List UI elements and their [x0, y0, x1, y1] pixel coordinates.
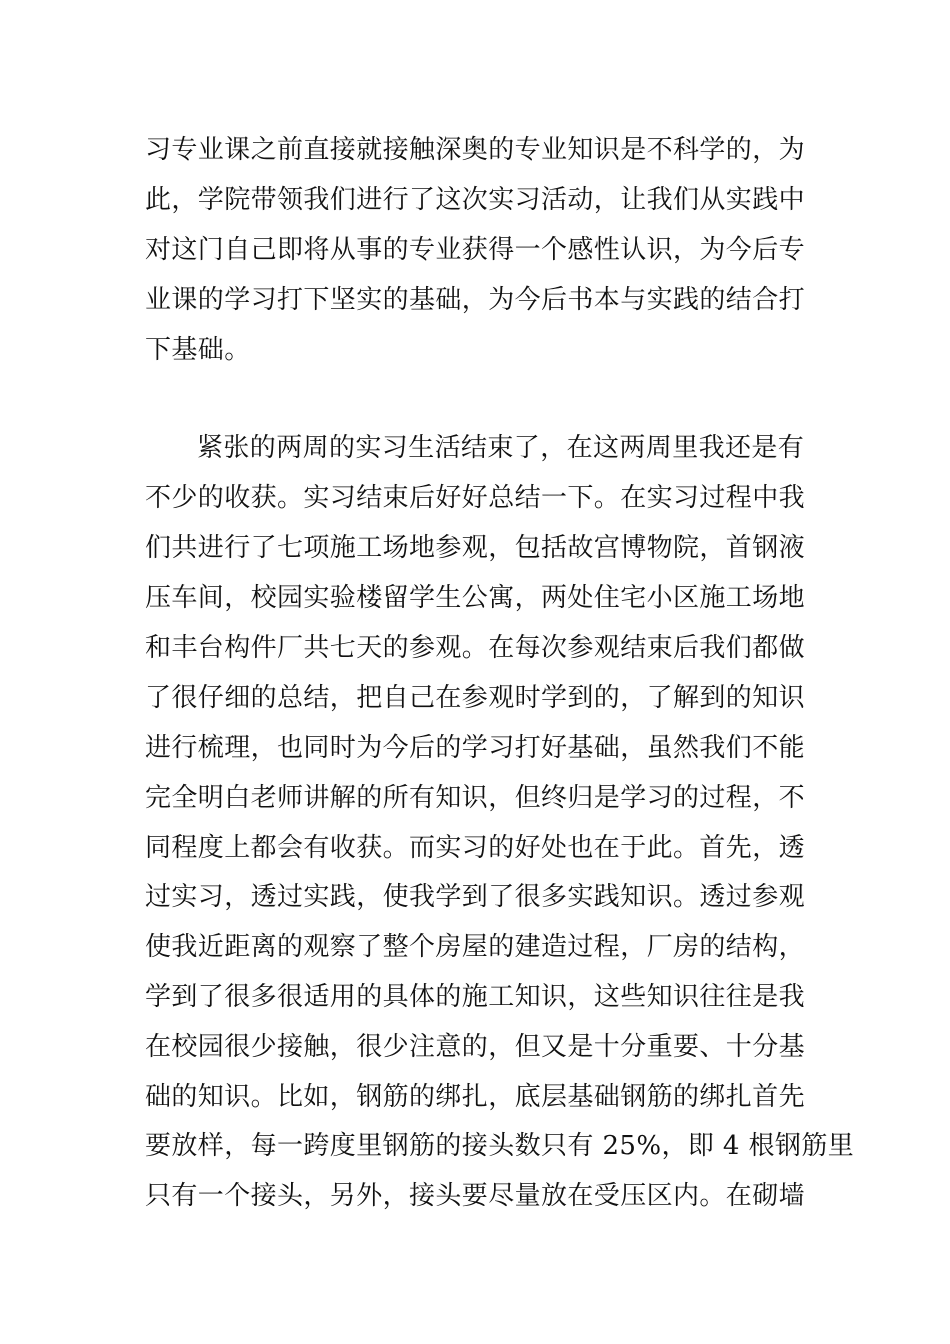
text-line: 紧张的两周的实习生活结束了，在这两周里我还是有 [197, 433, 805, 463]
text-line: 过实习，透过实践，使我学到了很多实践知识。透过参观 [145, 882, 806, 912]
text-line: 下基础。 [145, 335, 251, 365]
text-line: 此，学院带领我们进行了这次实习活动，让我们从实践中 [145, 185, 806, 215]
text-line: 业课的学习打下坚实的基础，为今后书本与实践的结合打 [145, 285, 806, 315]
text-line: 压车间，校园实验楼留学生公寓，两处住宅小区施工场地 [145, 583, 806, 613]
text-line: 不少的收获。实习结束后好好总结一下。在实习过程中我 [145, 483, 806, 513]
text-line: 习专业课之前直接就接触深奥的专业知识是不科学的，为 [145, 135, 806, 165]
text-line: 使我近距离的观察了整个房屋的建造过程，厂房的结构， [145, 932, 806, 962]
text-line: 要放样，每一跨度里钢筋的接头数只有 25%，即 4 根钢筋里 [145, 1131, 855, 1161]
text-line: 同程度上都会有收获。而实习的好处也在于此。首先，透 [145, 833, 806, 863]
text-line: 只有一个接头，另外，接头要尽量放在受压区内。在砌墙 [145, 1181, 806, 1211]
text-line: 学到了很多很适用的具体的施工知识，这些知识往往是我 [145, 982, 806, 1012]
text-line: 础的知识。比如，钢筋的绑扎，底层基础钢筋的绑扎首先 [145, 1082, 806, 1112]
text-line: 对这门自己即将从事的专业获得一个感性认识，为今后专 [145, 235, 806, 265]
text-line: 完全明白老师讲解的所有知识，但终归是学习的过程，不 [145, 783, 806, 813]
text-line: 和丰台构件厂共七天的参观。在每次参观结束后我们都做 [145, 633, 806, 663]
text-line: 在校园很少接触，很少注意的，但又是十分重要、十分基 [145, 1032, 806, 1062]
text-line: 进行梳理，也同时为今后的学习打好基础，虽然我们不能 [145, 733, 806, 763]
text-line: 们共进行了七项施工场地参观，包括故宫博物院，首钢液 [145, 533, 806, 563]
text-line: 了很仔细的总结，把自己在参观时学到的，了解到的知识 [145, 683, 806, 713]
